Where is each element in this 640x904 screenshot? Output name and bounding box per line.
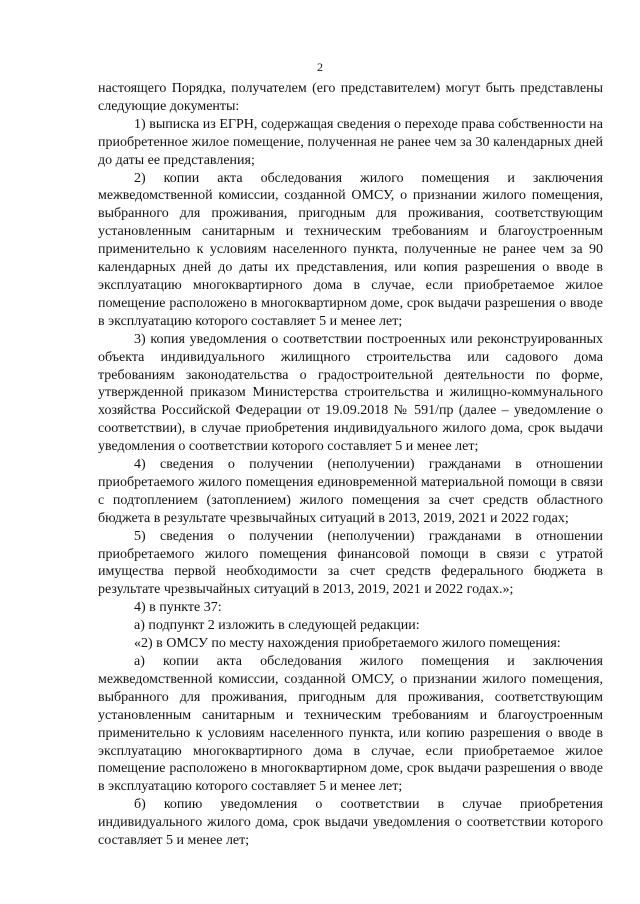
paragraph-omsu-a: а) копии акта обследования жилого помещения и заключения межведомственной комиссии, созданной ОМСУ, о признании жилого помещения, выбранного для проживания, пригодным для проживания, соответствующим установленным санитарным и техническим требованиям и благоустроенным применительно к условиям населенного пункта, или копию разрешения о вводе в эксплуатацию многоквартирного дома в случае, если приобретаемое жилое помещение расположено в многоквартирном доме, срок выдачи разрешения о вводе в эксплуатацию которого составляет 5 и менее лет; — [98, 654, 603, 795]
page-number: 2 — [317, 60, 323, 74]
paragraph-omsu-b: б) копию уведомления о соответствии в случае приобретения индивидуального жилого дома, срок выдачи уведомления о соответствии которого составляет 5 и менее лет; — [98, 797, 603, 849]
paragraph-item-5: 5) сведения о получении (неполучении) гражданами в отношении приобретаемого жилого помещения финансовой помощи в связи с утратой имущества первой необходимости за счет средств федерального бюджета в результате чрезвычайных ситуаций в 2013, 2019, 2021 и 2022 годах.»; — [98, 528, 603, 598]
paragraph-subpoint-a: а) подпункт 2 изложить в следующей редакции: — [134, 618, 420, 634]
paragraph-item-4: 4) сведения о получении (неполучении) гражданами в отношении приобретаемого жилого помещения единовременной материальной помощи в связи с подтоплением (затоплением) жилого помещения за счет средств областного бюджета в результате чрезвычайных ситуаций в 2013, 2019, 2021 и 2022 годах; — [98, 457, 603, 526]
paragraph-item-1: 1) выписка из ЕГРН, содержащая сведения о переходе права собственности на приобретенное жилое помещение, полученная не ранее чем за 30 календарных дней до даты ее представления; — [98, 116, 603, 168]
paragraph-item-2: 2) копии акта обследования жилого помещения и заключения межведомственной комиссии, созданной ОМСУ, о признании жилого помещения, выбранного для проживания, пригодным для проживания, соответствующим установленным санитарным и техническим требованиям и благоустроенным применительно к условиям населенного пункта, полученные не ранее чем за 90 календарных дней до даты их представления, или копия разрешения о вводе в эксплуатацию многоквартирного дома в случае, если приобретаемое жилое помещение расположено в многоквартирном доме, срок выдачи разрешения о вводе в эксплуатацию которого составляет 5 и менее лет; — [98, 170, 603, 329]
paragraph-point-37: 4) в пункте 37: — [134, 600, 222, 616]
paragraph-omsu-header: «2) в ОМСУ по месту нахождения приобретаемого жилого помещения: — [134, 636, 561, 652]
document-body — [98, 80, 603, 850]
paragraph-item-3: 3) копия уведомления о соответствии построенных или реконструированных объекта индивидуального жилищного строительства или садового дома требованиям законодательства о градостроительной деятельности по форме, утвержденной приказом Министерства строительства и жилищно-коммунального хозяйства Российской Федерации от 19.09.2018 № 591/пр (далее – уведомление о соответствии), в случае приобретения индивидуального жилого дома, срок выдачи уведомления о соответствии которого составляет 5 и менее лет; — [98, 331, 603, 455]
paragraph-continuation: настоящего Порядка, получателем (его представителем) могут быть представлены следующие документы: — [98, 81, 603, 114]
